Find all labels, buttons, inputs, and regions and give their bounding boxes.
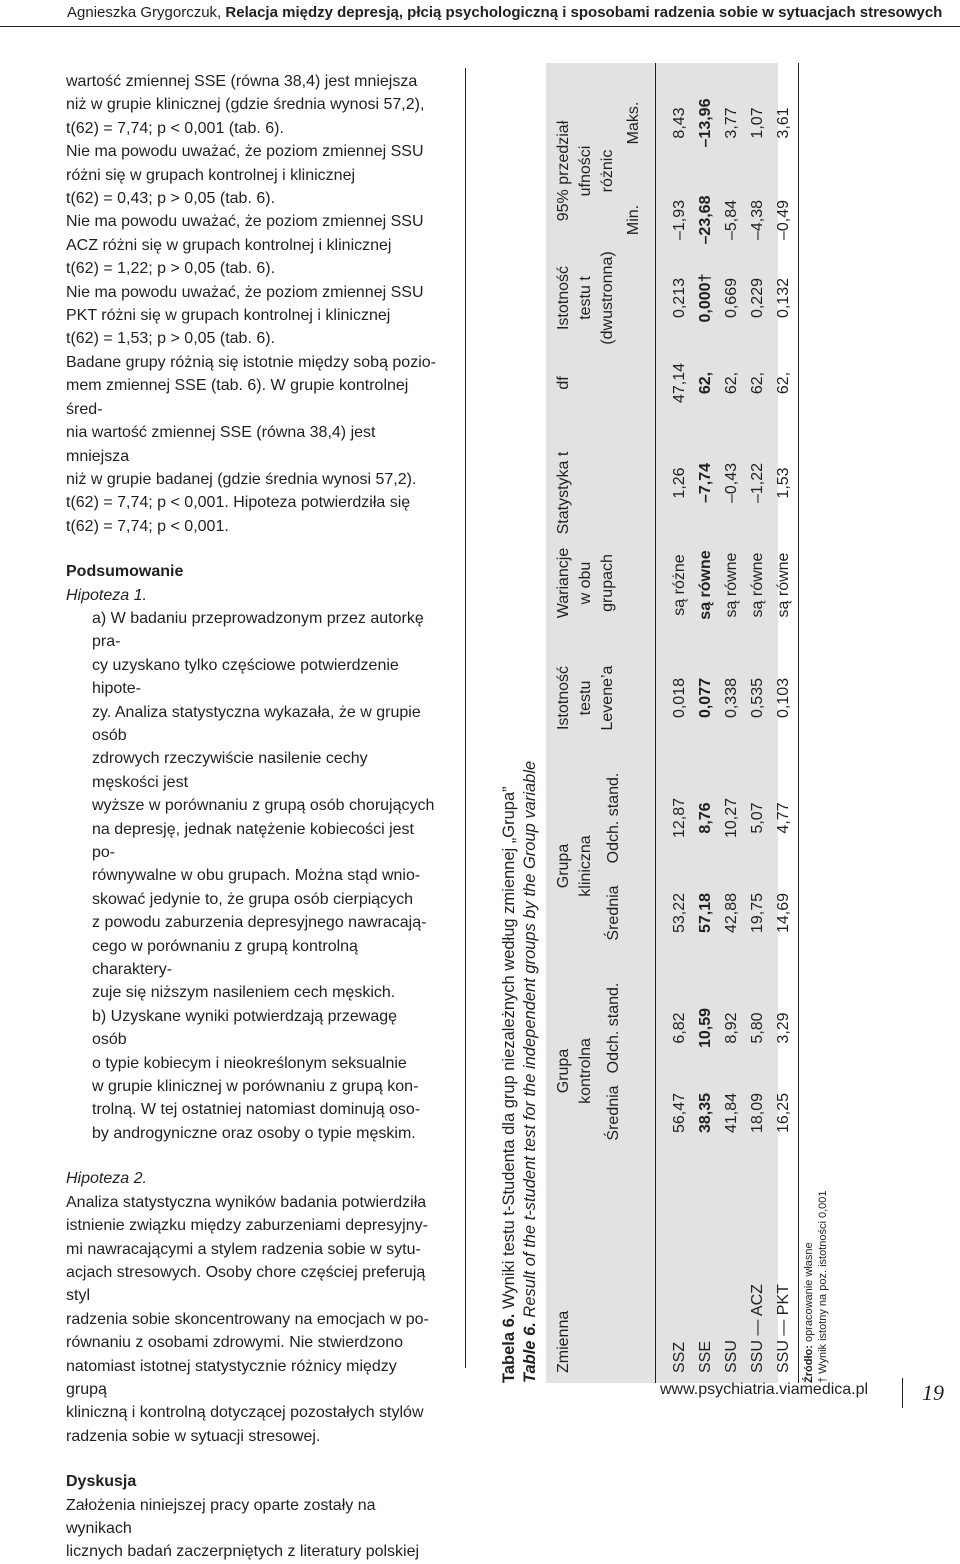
row-variable-name: SSE [697, 1340, 714, 1373]
cell-control-sd: 3,29 [775, 1012, 792, 1044]
text-line: skować jedynie to, że grupa osób cierpiących [92, 890, 414, 908]
header-variances: grupach [599, 554, 616, 612]
header-title: Relacja między depresją, płcią psychologiczną i sposobami radzenia sobie w sytuacjach stresowych [225, 4, 943, 21]
cell-ci-max: 8,43 [671, 107, 688, 139]
section-heading-discussion: Dyskusja [66, 1473, 137, 1491]
text-line: nia wartość zmiennej SSE (równa 38,4) jest mniejsza [66, 424, 376, 465]
cell-levene: 0,535 [749, 677, 766, 719]
header-author: Agnieszka Grygorczuk, [67, 4, 226, 21]
header-df: df [555, 376, 572, 390]
cell-control-mean: 56,47 [671, 1092, 688, 1134]
cell-variances: są równe [723, 552, 740, 618]
cell-t-stat: 1,53 [775, 467, 792, 499]
cell-df: 47,14 [671, 362, 688, 404]
header-t-significance: Istotność [555, 265, 572, 331]
text-line: a) W badaniu przeprowadzonym przez autorkę pra- [92, 609, 424, 651]
header-group-control: kontrolna [577, 1038, 594, 1104]
header-group-clinical: Grupa [555, 843, 572, 889]
text-line: wyższe w porównaniu z grupą osób chorujących [92, 797, 435, 815]
header-t-significance: testu t [577, 276, 594, 320]
header-confidence-interval: ufności [577, 145, 594, 197]
header-variances: Wariancje [555, 547, 572, 619]
header-levene: Levene’a [599, 665, 616, 731]
cell-df: 62, [697, 371, 714, 395]
cell-t-stat: 1,26 [671, 467, 688, 499]
table-caption-en: Table 6. Result of the t-student test for the independent groups by the Group variable [521, 760, 539, 1383]
cell-variances: są różne [671, 554, 688, 616]
text-line: cego w porównaniu z grupą kontrolną charaktery- [92, 937, 358, 979]
text-line: PKT różni się w grupach kontrolnej i klinicznej [66, 307, 391, 325]
row-variable-name: SSU [723, 1340, 740, 1373]
text-line: Nie ma powodu uważać, że poziom zmiennej SSU [66, 143, 424, 161]
header-variable: Zmienna [555, 1310, 572, 1373]
text-line: wartość zmiennej SSE (równa 38,4) jest mniejsza [66, 73, 418, 90]
cell-levene: 0,018 [671, 677, 688, 719]
text-line: radzenia sobie w sytuacji stresowej. [66, 1427, 321, 1445]
text-line: Analiza statystyczna wyników badania potwierdziła [66, 1193, 427, 1211]
text-line: kliniczną i kontrolną dotyczącej pozostałych stylów [66, 1404, 424, 1422]
cell-t-stat: –7,74 [697, 462, 714, 504]
cell-variances: są równe [749, 552, 766, 618]
row-variable-name: SSU — ACZ [749, 1284, 766, 1373]
header-group-control: Grupa [555, 1048, 572, 1094]
header-confidence-interval: różnic [599, 149, 616, 193]
cell-control-sd: 5,80 [749, 1012, 766, 1044]
text-line: istnienie związku między zaburzeniami depresyjny- [66, 1217, 428, 1235]
cell-df: 62, [723, 371, 740, 395]
text-line: Nie ma powodu uważać, że poziom zmiennej SSU [66, 213, 424, 231]
cell-clinical-mean: 14,69 [775, 892, 792, 934]
text-line: ACZ różni się w grupach kontrolnej i klinicznej [66, 236, 392, 254]
text-line: na depresję, jednak natężenie kobiecości jest po- [92, 820, 414, 861]
cell-variances: są równe [775, 552, 792, 618]
text-line: mi nawracającymi a stylem radzenia sobie w sytu- [66, 1240, 421, 1258]
cell-t-stat: –0,43 [723, 462, 740, 504]
cell-ci-min: –23,68 [697, 195, 714, 245]
text-line: by androgyniczne oraz osoby o typie męskim. [92, 1124, 416, 1142]
cell-control-mean: 18,09 [749, 1092, 766, 1134]
cell-control-mean: 38,35 [697, 1092, 714, 1134]
header-confidence-interval: 95% przedział [555, 120, 572, 222]
source-text: opracowanie własne [803, 1242, 815, 1346]
text-line: t(62) = 0,43; p > 0,05 (tab. 6). [66, 190, 276, 208]
text-line: t(62) = 7,74; p < 0,001. Hipoteza potwierdziła się [66, 494, 411, 512]
cell-t-significance: 0,000† [697, 273, 714, 323]
header-t-significance: (dwustronna) [599, 251, 616, 345]
body-text-column [66, 70, 436, 1564]
header-t-stat: Statystyka t [555, 451, 572, 535]
table-header-rule [655, 63, 656, 1383]
cell-clinical-mean: 42,88 [723, 892, 740, 934]
source-label: Źródło: [803, 1345, 815, 1383]
caption-pl-text: Wyniki testu t-Studenta dla grup niezależnych według zmiennej „Grupa” [500, 786, 518, 1309]
cell-control-sd: 10,59 [697, 1007, 714, 1049]
column-divider [465, 68, 466, 1368]
caption-en-text: Result of the t-student test for the independent groups by the Group variable [521, 760, 539, 1318]
table-6 [498, 63, 848, 1383]
cell-df: 62, [775, 371, 792, 395]
cell-t-significance: 0,229 [749, 277, 766, 319]
text-line: Badane grupy różnią się istotnie między sobą pozio- [66, 353, 436, 371]
row-variable-name: SSZ [671, 1341, 688, 1373]
cell-ci-max: 3,77 [723, 107, 740, 139]
text-line: z powodu zaburzenia depresyjnego nawracają- [92, 914, 427, 932]
cell-t-significance: 0,669 [723, 277, 740, 319]
text-line: równywalne w obu grupach. Można stąd wnio- [92, 867, 421, 885]
cell-df: 62, [749, 371, 766, 395]
cell-control-sd: 8,92 [723, 1012, 740, 1044]
table-bottom-rule [798, 63, 799, 1383]
cell-levene: 0,103 [775, 677, 792, 719]
hypothesis-1-label: Hipoteza 1. [66, 586, 147, 604]
header-variances: w obu [577, 561, 594, 605]
text-line: niż w grupie badanej (gdzie średnia wynosi 57,2). [66, 470, 417, 488]
page-number: 19 [922, 1380, 944, 1405]
header-sd: Odch. stand. [605, 982, 622, 1074]
cell-clinical-sd: 10,27 [723, 797, 740, 839]
text-line: trolną. W tej ostatniej natomiast dominują oso- [92, 1101, 421, 1119]
text-line: niż w grupie klinicznej (gdzie średnia wynosi 57,2), [66, 96, 425, 114]
header-levene: Istotność [555, 665, 572, 731]
header-rule [0, 26, 960, 27]
text-line: b) Uzyskane wyniki potwierdzają przewagę osób [92, 1007, 398, 1049]
text-line: licznych badań zaczerpniętych z literatury polskiej [66, 1543, 420, 1561]
cell-ci-max: –13,96 [697, 98, 714, 148]
text-line: cy uzyskano tylko częściowe potwierdzenie hipote- [92, 656, 399, 698]
table-note: † Wynik istotny na poz. istotności 0,001 [817, 1190, 829, 1383]
text-line: w grupie klinicznej w porównaniu z grupą kon- [92, 1078, 419, 1096]
text-line: t(62) = 7,74; p < 0,001. [66, 517, 229, 535]
cell-clinical-sd: 12,87 [671, 797, 688, 839]
cell-ci-min: –4,38 [749, 199, 766, 241]
cell-ci-min: –0,49 [775, 199, 792, 241]
text-line: równaniu z osobami zdrowymi. Nie stwierdzono [66, 1334, 404, 1352]
paragraph-spacer [66, 538, 436, 560]
text-line: o typie kobiecym i nieokreślonym seksualnie [92, 1054, 407, 1072]
text-line: t(62) = 7,74; p < 0,001 (tab. 6). [66, 119, 284, 137]
hypothesis-2-label: Hipoteza 2. [66, 1170, 147, 1188]
text-line: natomiast istotnej statystycznie różnicy między grupą [66, 1357, 397, 1398]
header-group-clinical: kliniczna [577, 835, 594, 897]
cell-control-mean: 16,25 [775, 1092, 792, 1134]
table-caption-pl: Tabela 6. Wyniki testu t-Studenta dla grup niezależnych według zmiennej „Grupa” [500, 786, 518, 1383]
text-line: różni się w grupach kontrolnej i klinicznej [66, 166, 356, 184]
text-line: acjach stresowych. Osoby chore częściej preferują styl [66, 1263, 426, 1305]
header-max: Maks. [625, 101, 642, 145]
section-heading-summary: Podsumowanie [66, 563, 184, 581]
text-line: Założenia niniejszej pracy oparte zostały na wynikach [66, 1496, 376, 1537]
cell-control-sd: 6,82 [671, 1012, 688, 1044]
paragraph-spacer [66, 1448, 436, 1470]
cell-ci-min: –1,93 [671, 199, 688, 241]
text-line: Nie ma powodu uważać, że poziom zmiennej SSU [66, 283, 424, 301]
text-line: zy. Analiza statystyczna wykazała, że w grupie osób [92, 703, 421, 744]
text-line: zdrowych rzeczywiście nasilenie cechy męskości jest [92, 750, 368, 791]
cell-ci-min: –5,84 [723, 199, 740, 241]
cell-clinical-mean: 19,75 [749, 892, 766, 934]
text-line: mem zmiennej SSE (tab. 6). W grupie kontrolnej śred- [66, 377, 409, 418]
header-mean: Średnia [605, 885, 622, 941]
header-min: Min. [625, 204, 642, 236]
cell-t-stat: –1,22 [749, 462, 766, 504]
cell-clinical-sd: 8,76 [697, 802, 714, 834]
text-line: t(62) = 1,53; p > 0,05 (tab. 6). [66, 330, 276, 348]
header-levene: testu [577, 680, 594, 716]
header-mean: Średnia [605, 1085, 622, 1141]
cell-clinical-mean: 57,18 [697, 892, 714, 934]
text-line: zuje się niższym nasileniem cech męskich. [92, 984, 396, 1002]
cell-levene: 0,077 [697, 677, 714, 719]
row-variable-name: SSU — PKT [775, 1284, 792, 1373]
cell-clinical-sd: 4,77 [775, 802, 792, 834]
footer-divider [902, 1378, 903, 1408]
cell-ci-max: 3,61 [775, 107, 792, 139]
running-header [0, 0, 960, 30]
text-line: radzenia sobie skoncentrowany na emocjach w po- [66, 1310, 429, 1328]
text-line: t(62) = 1,22; p > 0,05 (tab. 6). [66, 260, 276, 278]
cell-control-mean: 41,84 [723, 1092, 740, 1134]
cell-t-significance: 0,132 [775, 277, 792, 319]
cell-t-significance: 0,213 [671, 277, 688, 319]
footer-url[interactable]: www.psychiatria.viamedica.pl [660, 1381, 869, 1398]
cell-variances: są równe [697, 550, 714, 620]
header-sd: Odch. stand. [605, 772, 622, 864]
paragraph-spacer [66, 1145, 436, 1167]
cell-clinical-mean: 53,22 [671, 892, 688, 934]
cell-ci-max: 1,07 [749, 107, 766, 139]
cell-levene: 0,338 [723, 677, 740, 719]
table-source [803, 1242, 815, 1383]
cell-clinical-sd: 5,07 [749, 802, 766, 834]
